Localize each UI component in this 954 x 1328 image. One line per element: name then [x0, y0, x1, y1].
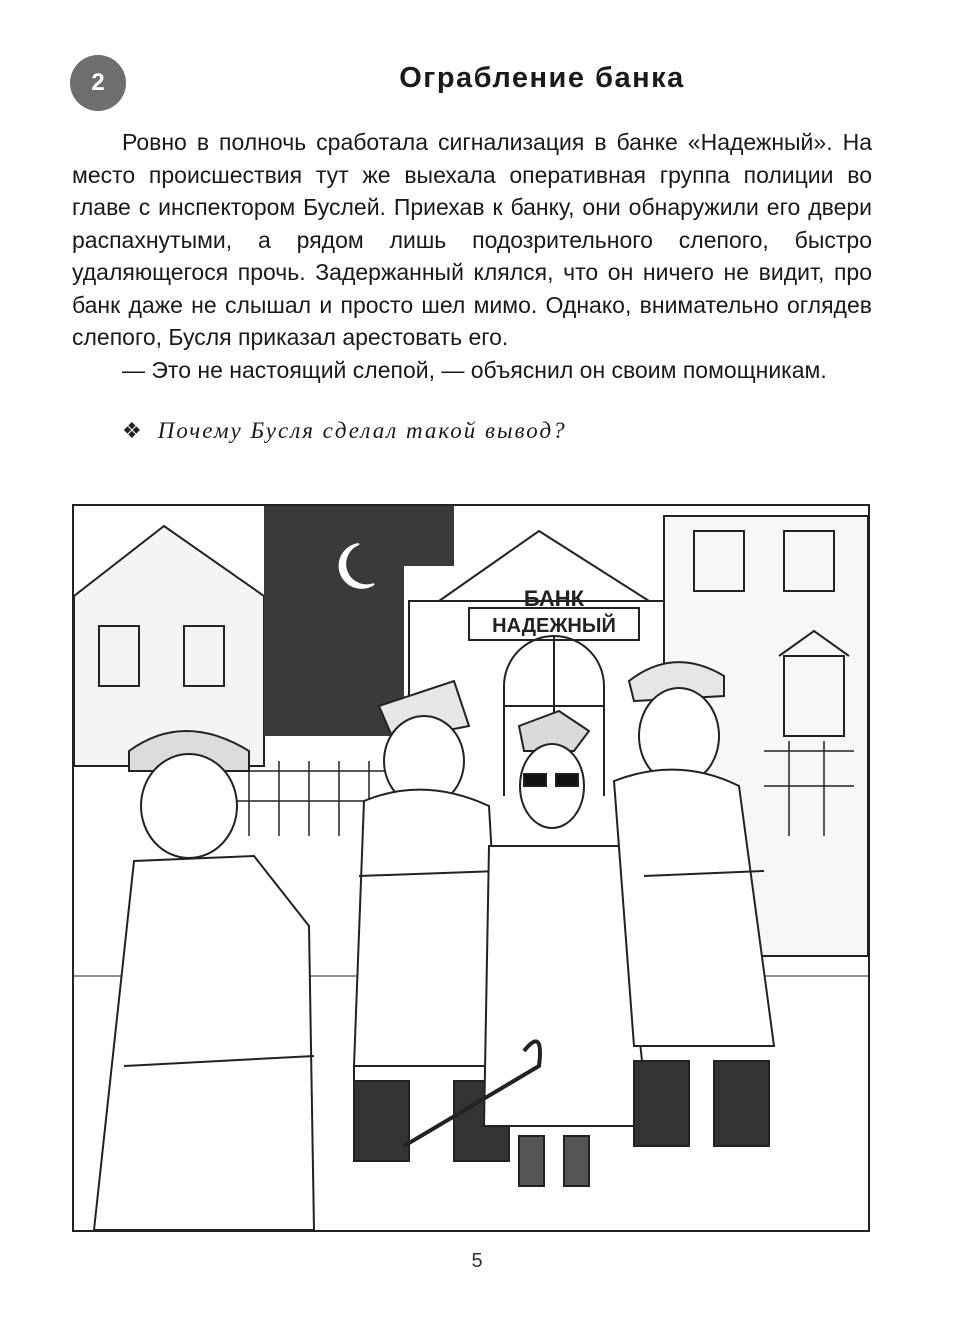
question-text: Почему Бусля сделал такой вывод?	[157, 418, 567, 443]
four-diamond-icon: ❖	[122, 418, 144, 443]
story-text	[72, 126, 872, 386]
question	[122, 418, 567, 444]
page-number: 5	[471, 1250, 483, 1272]
bank-sign-top: БАНК	[523, 586, 585, 611]
story-paragraph-2: — Это не настоящий слепой, — объяснил он своим помощникам.	[122, 356, 827, 383]
illustration-frame	[72, 504, 870, 1232]
bank-sign-bottom: НАДЕЖНЫЙ	[492, 615, 616, 637]
story-paragraph-1: Ровно в полночь сработала сигнализация в банке «Надежный». На место происшествия тут же выехала оперативная группа полиции во главе с инспектором Буслей. Приехав к банку, они обнаружили его двери распахнутыми, а рядом лишь подозрительного слепого, быстро удаляющегося прочь. Задержанный клялся, что он ничего не видит, про банк даже не слышал и просто шел мимо. Однако, внимательно оглядев слепого, Бусля приказал арестовать его.	[72, 129, 872, 350]
task-number-badge: 2	[70, 55, 126, 111]
left-building	[74, 526, 264, 766]
page-title: Ограбление банка	[399, 62, 685, 94]
illustration	[74, 506, 868, 1230]
inspector-figure	[94, 731, 314, 1230]
